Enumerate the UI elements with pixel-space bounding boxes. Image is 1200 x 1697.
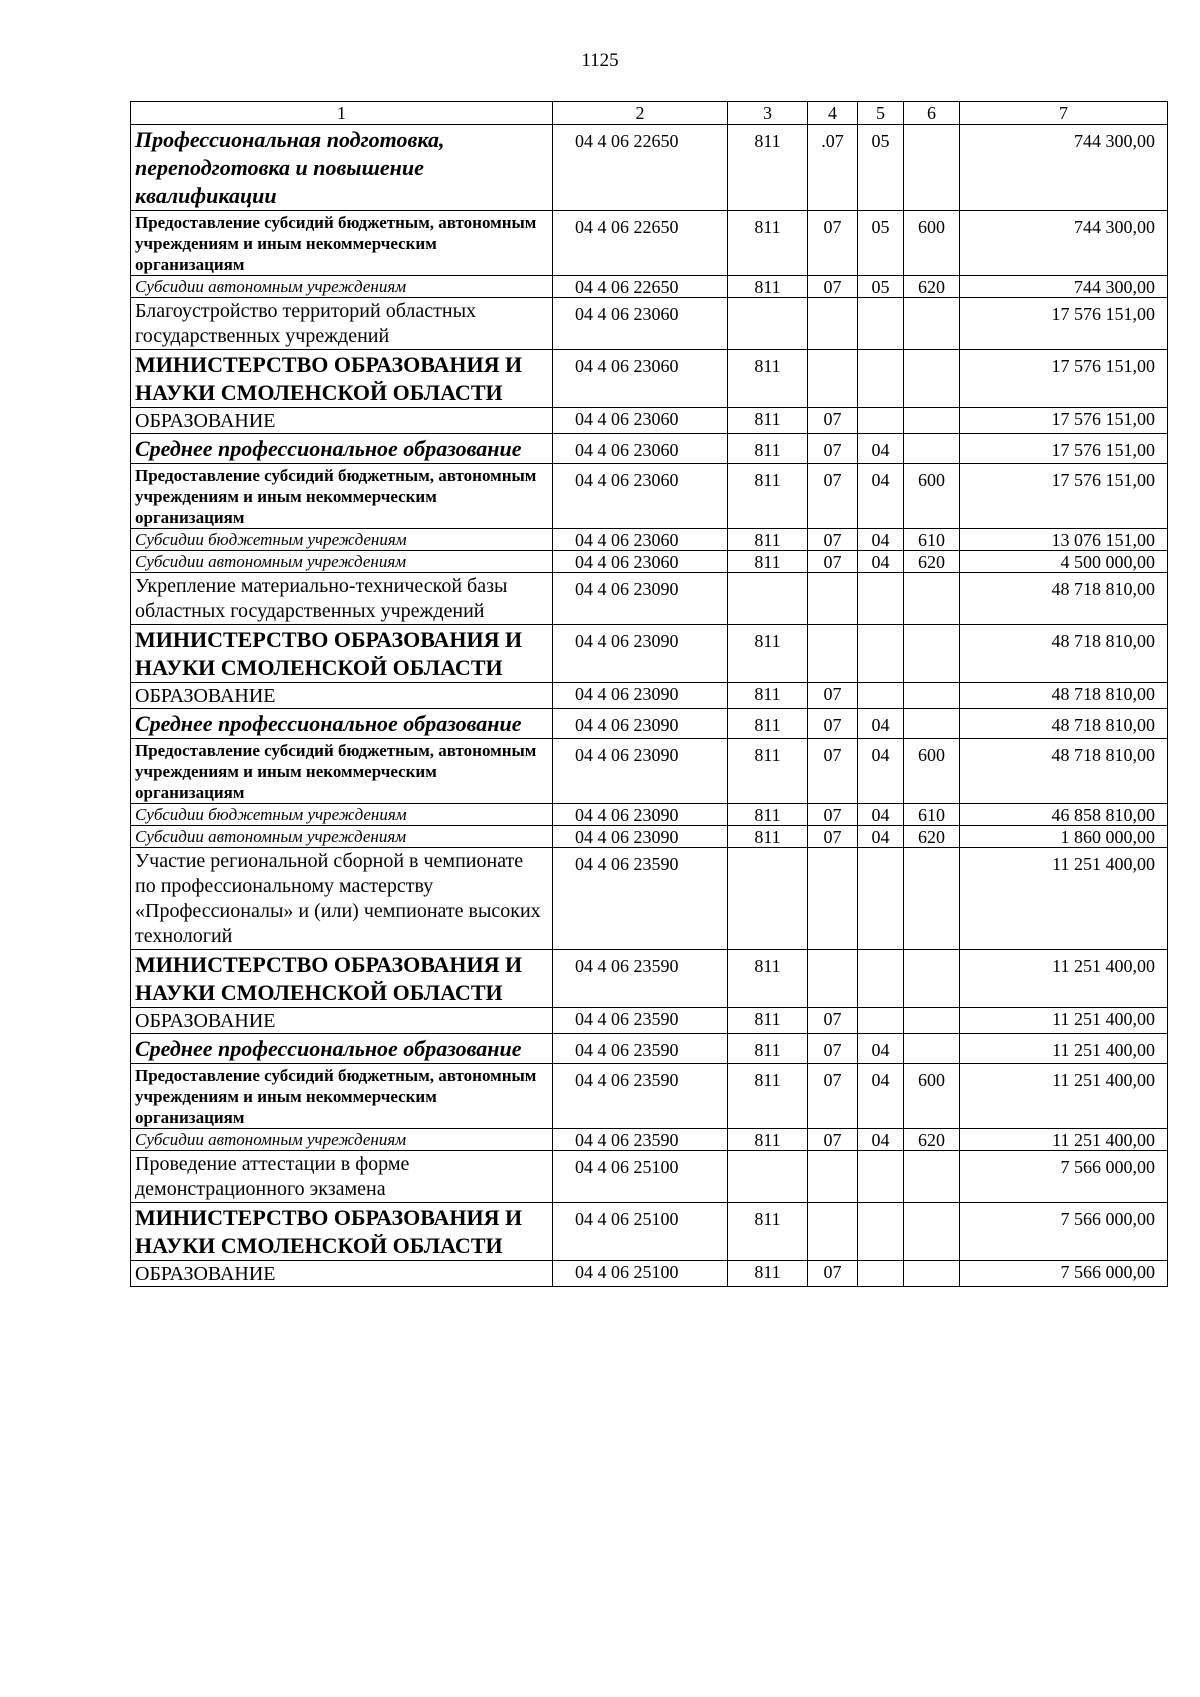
row-col3: 811	[728, 1034, 808, 1064]
row-col6	[904, 709, 960, 739]
row-name: Среднее профессиональное образование	[131, 709, 553, 739]
row-name: ОБРАЗОВАНИЕ	[131, 1008, 553, 1034]
row-code: 04 4 06 23090	[553, 709, 728, 739]
row-amount: 48 718 810,00	[960, 739, 1168, 804]
row-col4: 07	[808, 551, 858, 573]
row-col6	[904, 1261, 960, 1287]
row-code: 04 4 06 25100	[553, 1203, 728, 1261]
row-col6	[904, 950, 960, 1008]
row-col4: 07	[808, 408, 858, 434]
row-col5	[858, 950, 904, 1008]
column-number: 6	[904, 102, 960, 125]
table-row	[131, 683, 1168, 709]
table-row	[131, 551, 1168, 573]
row-code: 04 4 06 23590	[553, 1064, 728, 1129]
row-name: Проведение аттестации в форме демонстрационного экзамена	[131, 1151, 553, 1203]
row-col4: 07	[808, 826, 858, 848]
row-col4: 07	[808, 529, 858, 551]
row-code: 04 4 06 23090	[553, 625, 728, 683]
row-name: Субсидии автономным учреждениям	[131, 276, 553, 298]
row-col5	[858, 573, 904, 625]
row-code: 04 4 06 23060	[553, 408, 728, 434]
row-col6	[904, 848, 960, 950]
row-col3: 811	[728, 276, 808, 298]
row-code: 04 4 06 23090	[553, 826, 728, 848]
row-col5	[858, 1261, 904, 1287]
table-row	[131, 1064, 1168, 1129]
row-col3: 811	[728, 625, 808, 683]
row-col5: 04	[858, 434, 904, 464]
table-row	[131, 625, 1168, 683]
page-number: 1125	[581, 50, 619, 71]
row-col3	[728, 848, 808, 950]
row-col3: 811	[728, 434, 808, 464]
row-name: Субсидии автономным учреждениям	[131, 551, 553, 573]
row-col5	[858, 625, 904, 683]
row-col5: 04	[858, 826, 904, 848]
row-code: 04 4 06 22650	[553, 276, 728, 298]
row-amount: 17 576 151,00	[960, 350, 1168, 408]
row-amount: 46 858 810,00	[960, 804, 1168, 826]
row-amount: 7 566 000,00	[960, 1203, 1168, 1261]
row-col3: 811	[728, 804, 808, 826]
row-name: Предоставление субсидий бюджетным, автономным учреждениям и иным некоммерческим организациям	[131, 211, 553, 276]
row-col4: 07	[808, 434, 858, 464]
row-col5: 04	[858, 529, 904, 551]
row-code: 04 4 06 25100	[553, 1151, 728, 1203]
row-amount: 48 718 810,00	[960, 709, 1168, 739]
row-col6	[904, 434, 960, 464]
row-col4: 07	[808, 1129, 858, 1151]
row-col6	[904, 573, 960, 625]
row-name: Субсидии автономным учреждениям	[131, 1129, 553, 1151]
row-col3: 811	[728, 1129, 808, 1151]
row-col6	[904, 625, 960, 683]
row-amount: 17 576 151,00	[960, 408, 1168, 434]
table-row	[131, 298, 1168, 350]
row-col6: 620	[904, 551, 960, 573]
row-col4: 07	[808, 1261, 858, 1287]
row-col5: 04	[858, 551, 904, 573]
row-amount: 1 860 000,00	[960, 826, 1168, 848]
row-code: 04 4 06 23590	[553, 950, 728, 1008]
row-col3	[728, 573, 808, 625]
row-col3: 811	[728, 739, 808, 804]
row-col4: 07	[808, 276, 858, 298]
row-amount: 11 251 400,00	[960, 848, 1168, 950]
row-name: Субсидии бюджетным учреждениям	[131, 529, 553, 551]
column-number: 4	[808, 102, 858, 125]
column-number: 7	[960, 102, 1168, 125]
table-row	[131, 573, 1168, 625]
table-row	[131, 709, 1168, 739]
row-col4: 07	[808, 739, 858, 804]
row-col4	[808, 950, 858, 1008]
row-col6: 620	[904, 826, 960, 848]
row-col3: 811	[728, 1261, 808, 1287]
row-name: ОБРАЗОВАНИЕ	[131, 683, 553, 709]
column-number: 1	[131, 102, 553, 125]
row-col6	[904, 1151, 960, 1203]
row-code: 04 4 06 23060	[553, 298, 728, 350]
row-amount: 7 566 000,00	[960, 1151, 1168, 1203]
row-col4: 07	[808, 683, 858, 709]
table-row	[131, 211, 1168, 276]
row-col5	[858, 408, 904, 434]
row-col3: 811	[728, 826, 808, 848]
row-col6	[904, 1203, 960, 1261]
row-col5: 04	[858, 804, 904, 826]
row-amount: 11 251 400,00	[960, 1034, 1168, 1064]
row-col5: 05	[858, 211, 904, 276]
row-col4: 07	[808, 804, 858, 826]
row-col6	[904, 683, 960, 709]
row-col6	[904, 125, 960, 211]
table-row	[131, 1203, 1168, 1261]
row-name: Предоставление субсидий бюджетным, автономным учреждениям и иным некоммерческим организациям	[131, 739, 553, 804]
row-amount: 13 076 151,00	[960, 529, 1168, 551]
row-name: МИНИСТЕРСТВО ОБРАЗОВАНИЯ И НАУКИ СМОЛЕНСКОЙ ОБЛАСТИ	[131, 1203, 553, 1261]
table-row	[131, 1129, 1168, 1151]
row-code: 04 4 06 23090	[553, 804, 728, 826]
row-col3: 811	[728, 551, 808, 573]
row-code: 04 4 06 23090	[553, 573, 728, 625]
row-col4: 07	[808, 1034, 858, 1064]
row-col3	[728, 298, 808, 350]
table-row	[131, 276, 1168, 298]
row-amount: 4 500 000,00	[960, 551, 1168, 573]
row-name: МИНИСТЕРСТВО ОБРАЗОВАНИЯ И НАУКИ СМОЛЕНСКОЙ ОБЛАСТИ	[131, 350, 553, 408]
row-col5	[858, 1151, 904, 1203]
row-col4: .07	[808, 125, 858, 211]
row-col4: 07	[808, 211, 858, 276]
table-row	[131, 434, 1168, 464]
table-row	[131, 804, 1168, 826]
row-col5: 04	[858, 1064, 904, 1129]
row-col3: 811	[728, 529, 808, 551]
row-col6	[904, 350, 960, 408]
table-row	[131, 826, 1168, 848]
row-amount: 744 300,00	[960, 125, 1168, 211]
row-col4	[808, 1203, 858, 1261]
row-amount: 48 718 810,00	[960, 625, 1168, 683]
row-name: Предоставление субсидий бюджетным, автономным учреждениям и иным некоммерческим организациям	[131, 1064, 553, 1129]
row-col6: 600	[904, 739, 960, 804]
row-col3: 811	[728, 1064, 808, 1129]
row-amount: 744 300,00	[960, 211, 1168, 276]
row-col3: 811	[728, 683, 808, 709]
row-col5	[858, 350, 904, 408]
row-col6: 600	[904, 211, 960, 276]
row-col5	[858, 298, 904, 350]
row-code: 04 4 06 23090	[553, 739, 728, 804]
row-code: 04 4 06 22650	[553, 125, 728, 211]
column-number-row	[131, 102, 1168, 125]
table-row	[131, 464, 1168, 529]
row-col4	[808, 848, 858, 950]
row-col5: 05	[858, 125, 904, 211]
table-row	[131, 408, 1168, 434]
row-code: 04 4 06 23590	[553, 1129, 728, 1151]
table-row	[131, 848, 1168, 950]
row-col4	[808, 350, 858, 408]
row-name: МИНИСТЕРСТВО ОБРАЗОВАНИЯ И НАУКИ СМОЛЕНСКОЙ ОБЛАСТИ	[131, 950, 553, 1008]
row-col5: 04	[858, 709, 904, 739]
row-code: 04 4 06 23590	[553, 1034, 728, 1064]
row-amount: 11 251 400,00	[960, 1064, 1168, 1129]
row-code: 04 4 06 23060	[553, 464, 728, 529]
row-name: Среднее профессиональное образование	[131, 434, 553, 464]
row-col5: 05	[858, 276, 904, 298]
row-col5: 04	[858, 739, 904, 804]
table-row	[131, 1261, 1168, 1287]
row-col3: 811	[728, 211, 808, 276]
row-amount: 11 251 400,00	[960, 1129, 1168, 1151]
row-col5	[858, 683, 904, 709]
row-col4: 07	[808, 464, 858, 529]
row-col3	[728, 1151, 808, 1203]
row-col5	[858, 1008, 904, 1034]
row-col5: 04	[858, 1034, 904, 1064]
row-col6: 610	[904, 804, 960, 826]
column-number: 3	[728, 102, 808, 125]
row-col6	[904, 298, 960, 350]
row-amount: 17 576 151,00	[960, 298, 1168, 350]
row-col6: 600	[904, 1064, 960, 1129]
row-col6	[904, 1034, 960, 1064]
row-col6	[904, 408, 960, 434]
row-amount: 48 718 810,00	[960, 573, 1168, 625]
row-name: Укрепление материально-технической базы областных государственных учреждений	[131, 573, 553, 625]
row-col6: 610	[904, 529, 960, 551]
table-row	[131, 1034, 1168, 1064]
row-code: 04 4 06 23060	[553, 434, 728, 464]
row-name: Среднее профессиональное образование	[131, 1034, 553, 1064]
budget-table	[130, 101, 1168, 1287]
row-amount: 744 300,00	[960, 276, 1168, 298]
row-col3: 811	[728, 950, 808, 1008]
row-col3: 811	[728, 709, 808, 739]
row-code: 04 4 06 23060	[553, 551, 728, 573]
row-code: 04 4 06 23060	[553, 529, 728, 551]
row-col4	[808, 298, 858, 350]
row-col4	[808, 1151, 858, 1203]
row-code: 04 4 06 23090	[553, 683, 728, 709]
row-col6	[904, 1008, 960, 1034]
row-name: ОБРАЗОВАНИЕ	[131, 1261, 553, 1287]
table-row	[131, 125, 1168, 211]
row-col3: 811	[728, 408, 808, 434]
table-row	[131, 1008, 1168, 1034]
column-number: 2	[553, 102, 728, 125]
column-number: 5	[858, 102, 904, 125]
row-col3: 811	[728, 350, 808, 408]
row-amount: 17 576 151,00	[960, 464, 1168, 529]
row-name: Благоустройство территорий областных государственных учреждений	[131, 298, 553, 350]
row-col4: 07	[808, 1008, 858, 1034]
row-amount: 11 251 400,00	[960, 1008, 1168, 1034]
table-row	[131, 350, 1168, 408]
row-col6: 620	[904, 1129, 960, 1151]
row-col5: 04	[858, 1129, 904, 1151]
row-amount: 11 251 400,00	[960, 950, 1168, 1008]
row-code: 04 4 06 23060	[553, 350, 728, 408]
row-col5: 04	[858, 464, 904, 529]
row-col5	[858, 1203, 904, 1261]
row-col4: 07	[808, 1064, 858, 1129]
row-code: 04 4 06 22650	[553, 211, 728, 276]
row-amount: 7 566 000,00	[960, 1261, 1168, 1287]
table-row	[131, 529, 1168, 551]
row-name: Субсидии бюджетным учреждениям	[131, 804, 553, 826]
row-col5	[858, 848, 904, 950]
row-code: 04 4 06 25100	[553, 1261, 728, 1287]
row-amount: 17 576 151,00	[960, 434, 1168, 464]
row-col3: 811	[728, 1008, 808, 1034]
row-col6: 600	[904, 464, 960, 529]
row-col4	[808, 625, 858, 683]
row-col4: 07	[808, 709, 858, 739]
row-name: Предоставление субсидий бюджетным, автономным учреждениям и иным некоммерческим организациям	[131, 464, 553, 529]
table-row	[131, 739, 1168, 804]
row-name: Субсидии автономным учреждениям	[131, 826, 553, 848]
row-code: 04 4 06 23590	[553, 848, 728, 950]
table-row	[131, 1151, 1168, 1203]
row-name: Участие региональной сборной в чемпионате по профессиональному мастерству «Профессионалы» и (или) чемпионате высоких технологий	[131, 848, 553, 950]
row-col4	[808, 573, 858, 625]
row-col3: 811	[728, 464, 808, 529]
row-col6: 620	[904, 276, 960, 298]
row-col3: 811	[728, 125, 808, 211]
row-name: МИНИСТЕРСТВО ОБРАЗОВАНИЯ И НАУКИ СМОЛЕНСКОЙ ОБЛАСТИ	[131, 625, 553, 683]
row-code: 04 4 06 23590	[553, 1008, 728, 1034]
table-row	[131, 950, 1168, 1008]
row-name: ОБРАЗОВАНИЕ	[131, 408, 553, 434]
row-amount: 48 718 810,00	[960, 683, 1168, 709]
row-col3: 811	[728, 1203, 808, 1261]
row-name: Профессиональная подготовка, переподготовка и повышение квалификации	[131, 125, 553, 211]
